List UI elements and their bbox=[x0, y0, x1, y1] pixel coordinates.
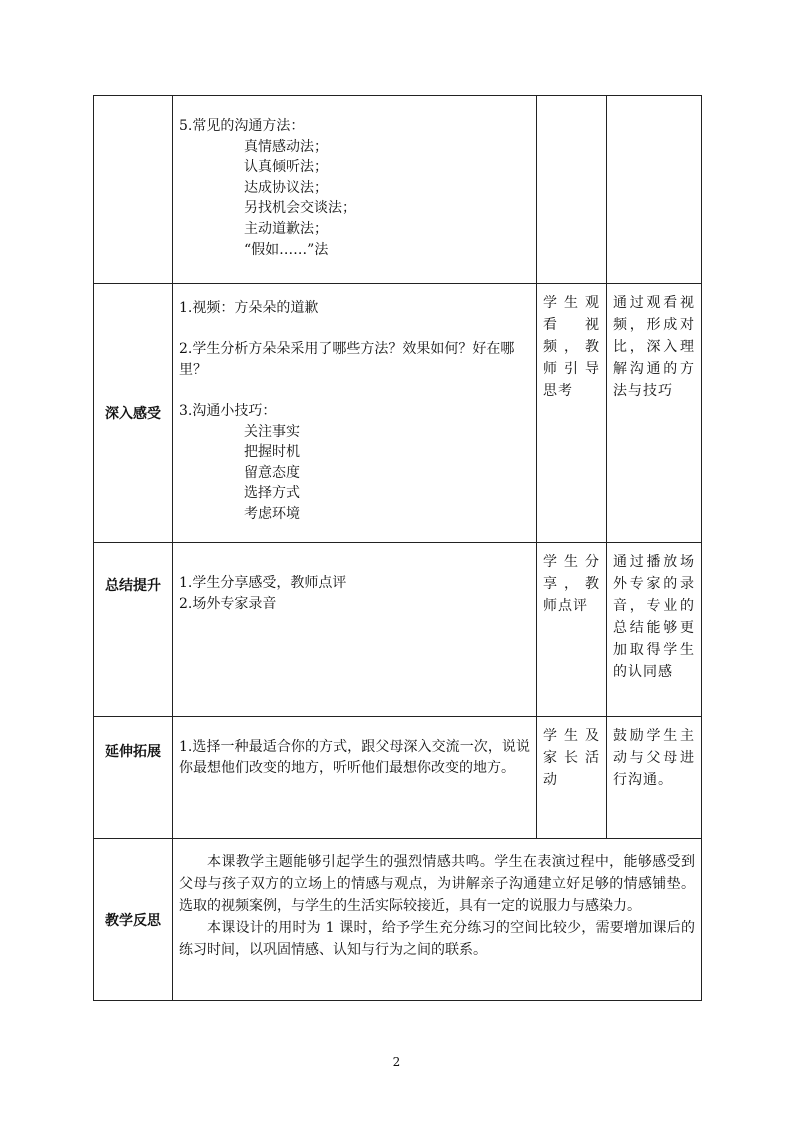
activity-cell bbox=[537, 96, 607, 284]
activity-cell bbox=[537, 284, 607, 543]
content-cell bbox=[173, 284, 537, 543]
stage-label: 总结提升 bbox=[94, 543, 173, 717]
activity-cell bbox=[537, 543, 607, 717]
table-row-reflection bbox=[94, 839, 702, 1001]
tip-item: 考虑环境 bbox=[244, 505, 300, 522]
method-item: 另找机会交谈法； bbox=[244, 200, 356, 217]
reflection-paragraph-1: 本课教学主题能够引起学生的强烈情感共鸣。学生在表演过程中，能够感受到父母与孩子双方的立场上的情感与观点，为讲解亲子沟通建立好足够的情感铺垫。选取的视频案例，与学生的生活实际较接近，具有一定的说服力与感染力。 bbox=[179, 854, 695, 914]
method-item: “假如……”法 bbox=[244, 241, 329, 258]
activity-text: 学生分享，教师点评 bbox=[543, 554, 600, 614]
method-item: 主动道歉法； bbox=[244, 220, 328, 237]
reflection-cell bbox=[173, 839, 702, 1001]
content-cell bbox=[173, 717, 537, 839]
intent-text: 鼓励学生主动与父母进行沟通。 bbox=[613, 728, 695, 788]
tip-item: 选择方式 bbox=[244, 485, 300, 502]
intent-cell bbox=[607, 543, 702, 717]
tip-item: 关注事实 bbox=[244, 423, 300, 440]
tip-item: 留意态度 bbox=[244, 464, 300, 481]
intent-text: 通过观看视频，形成对比，深入理解沟通的方法与技巧 bbox=[613, 295, 695, 399]
activity-text: 学生及家长活动 bbox=[543, 728, 600, 788]
table-row-methods bbox=[94, 96, 702, 284]
stage-label: 延伸拓展 bbox=[94, 717, 173, 839]
activity-text: 学生观看视频，教师引导思考 bbox=[543, 295, 600, 399]
table-row-deepen bbox=[94, 284, 702, 543]
extend-line-1: 1.选择一种最适合你的方式，跟父母深入交流一次，说说你最想他们改变的地方，听听他们最想你改变的地方。 bbox=[179, 739, 530, 776]
table-row-extend bbox=[94, 717, 702, 839]
stage-cell bbox=[94, 96, 173, 284]
stage-label: 深入感受 bbox=[94, 284, 173, 543]
method-item: 认真倾听法； bbox=[244, 159, 328, 176]
methods-heading: 5.常见的沟通方法： bbox=[179, 118, 305, 134]
deepen-line-1: 1.视频：方朵朵的道歉 bbox=[179, 300, 319, 316]
activity-cell bbox=[537, 717, 607, 839]
deepen-line-2: 2.学生分析方朵朵采用了哪些方法？效果如何？好在哪里？ bbox=[179, 341, 515, 378]
reflection-paragraph-2: 本课设计的用时为 1 课时，给予学生充分练习的空间比较少，需要增加课后的练习时间，以巩固情感、认知与行为之间的联系。 bbox=[179, 920, 695, 958]
method-item: 达成协议法； bbox=[244, 179, 328, 196]
page-number: 2 bbox=[392, 1055, 401, 1069]
tip-item: 把握时机 bbox=[244, 444, 300, 461]
intent-cell bbox=[607, 717, 702, 839]
content-cell bbox=[173, 96, 537, 284]
method-item: 真情感动法； bbox=[244, 138, 328, 155]
lesson-plan-table bbox=[93, 95, 702, 1001]
content-cell bbox=[173, 543, 537, 717]
intent-cell bbox=[607, 284, 702, 543]
summary-line-2: 2.场外专家录音 bbox=[179, 595, 277, 612]
table-row-summary bbox=[94, 543, 702, 717]
stage-label: 教学反思 bbox=[94, 839, 173, 1001]
intent-text: 通过播放场外专家的录音，专业的总结能够更加取得学生的认同感 bbox=[613, 554, 695, 680]
intent-cell bbox=[607, 96, 702, 284]
deepen-line-3: 3.沟通小技巧： bbox=[179, 402, 277, 419]
summary-line-1: 1.学生分享感受，教师点评 bbox=[179, 575, 347, 591]
